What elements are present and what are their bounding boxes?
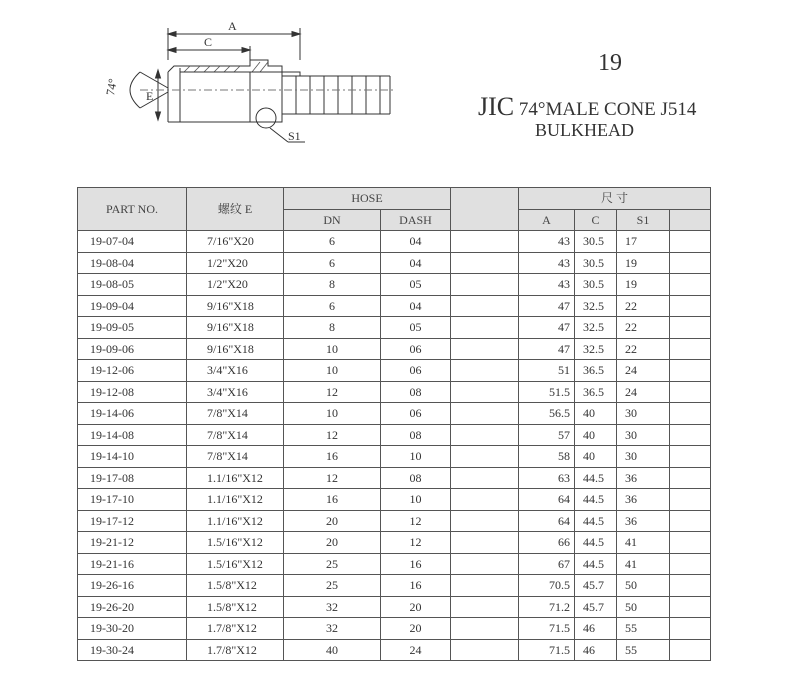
- cell-dn: 20: [284, 510, 381, 532]
- cell-s1: 19: [617, 274, 670, 296]
- cell-blank: [451, 403, 519, 425]
- cell-dash: 08: [381, 424, 451, 446]
- header-a: A: [519, 209, 575, 231]
- table-row: [78, 295, 711, 317]
- cell-extra: [670, 381, 711, 403]
- cell-part-no: 19-17-10: [78, 489, 187, 511]
- cell-part-no: 19-14-08: [78, 424, 187, 446]
- table-row: [78, 274, 711, 296]
- cell-s1: 30: [617, 424, 670, 446]
- cell-c: 36.5: [575, 381, 617, 403]
- cell-dn: 8: [284, 317, 381, 339]
- cell-s1: 22: [617, 317, 670, 339]
- cell-c: 32.5: [575, 317, 617, 339]
- cell-c: 46: [575, 618, 617, 640]
- angle-leg-bottom: [140, 92, 168, 108]
- cell-thread: 7/16"X20: [187, 231, 284, 253]
- cell-blank: [451, 360, 519, 382]
- label-e: E: [146, 89, 154, 103]
- cell-thread: 1/2"X20: [187, 274, 284, 296]
- cell-c: 45.7: [575, 575, 617, 597]
- cell-part-no: 19-09-06: [78, 338, 187, 360]
- cell-s1: 55: [617, 639, 670, 661]
- cell-dn: 10: [284, 338, 381, 360]
- cell-part-no: 19-07-04: [78, 231, 187, 253]
- cell-dn: 6: [284, 231, 381, 253]
- cell-dn: 12: [284, 424, 381, 446]
- cell-thread: 1/2"X20: [187, 252, 284, 274]
- cell-dash: 04: [381, 252, 451, 274]
- cell-dn: 8: [284, 274, 381, 296]
- cell-c: 44.5: [575, 489, 617, 511]
- cell-s1: 24: [617, 360, 670, 382]
- cell-a: 47: [519, 317, 575, 339]
- cell-a: 64: [519, 489, 575, 511]
- cell-thread: 7/8"X14: [187, 403, 284, 425]
- cell-a: 64: [519, 510, 575, 532]
- barbs: [296, 76, 380, 114]
- cell-dn: 32: [284, 596, 381, 618]
- cell-s1: 55: [617, 618, 670, 640]
- cell-a: 47: [519, 338, 575, 360]
- arrow-e-top: [156, 70, 161, 78]
- cell-blank: [451, 575, 519, 597]
- cell-s1: 17: [617, 231, 670, 253]
- cell-extra: [670, 532, 711, 554]
- cell-dn: 32: [284, 618, 381, 640]
- cell-dn: 40: [284, 639, 381, 661]
- cell-c: 30.5: [575, 252, 617, 274]
- cell-c: 44.5: [575, 510, 617, 532]
- cell-extra: [670, 553, 711, 575]
- title-rest: 74°MALE CONE J514: [514, 99, 697, 120]
- arrow-a-right: [292, 32, 300, 37]
- cell-extra: [670, 274, 711, 296]
- cell-a: 67: [519, 553, 575, 575]
- cell-blank: [451, 274, 519, 296]
- cell-blank: [451, 424, 519, 446]
- cell-dn: 12: [284, 467, 381, 489]
- cell-dash: 10: [381, 489, 451, 511]
- cell-a: 58: [519, 446, 575, 468]
- cell-extra: [670, 446, 711, 468]
- cell-dash: 06: [381, 360, 451, 382]
- cell-blank: [451, 231, 519, 253]
- cell-extra: [670, 360, 711, 382]
- cell-part-no: 19-08-05: [78, 274, 187, 296]
- cell-c: 32.5: [575, 338, 617, 360]
- cell-part-no: 19-12-06: [78, 360, 187, 382]
- header-s1: S1: [617, 209, 670, 231]
- table-row: [78, 446, 711, 468]
- cell-dn: 20: [284, 532, 381, 554]
- cell-s1: 36: [617, 467, 670, 489]
- header-dn: DN: [284, 209, 381, 231]
- cell-c: 40: [575, 403, 617, 425]
- cell-thread: 9/16"X18: [187, 317, 284, 339]
- cell-c: 40: [575, 446, 617, 468]
- cell-c: 30.5: [575, 231, 617, 253]
- cell-a: 71.5: [519, 618, 575, 640]
- cell-dash: 16: [381, 553, 451, 575]
- cell-extra: [670, 489, 711, 511]
- label-s1: S1: [288, 129, 301, 143]
- fitting-drawing: [100, 10, 400, 160]
- cell-part-no: 19-30-24: [78, 639, 187, 661]
- table-row: [78, 618, 711, 640]
- cell-a: 43: [519, 231, 575, 253]
- cell-dash: 04: [381, 295, 451, 317]
- cell-part-no: 19-26-20: [78, 596, 187, 618]
- cell-s1: 41: [617, 532, 670, 554]
- cell-blank: [451, 338, 519, 360]
- cell-thread: 1.7/8"X12: [187, 618, 284, 640]
- cell-blank: [451, 467, 519, 489]
- angle-arc: [130, 72, 140, 108]
- title-prefix: JIC: [478, 92, 515, 121]
- cell-thread: 9/16"X18: [187, 338, 284, 360]
- cell-s1: 36: [617, 510, 670, 532]
- cell-blank: [451, 252, 519, 274]
- cell-extra: [670, 618, 711, 640]
- cell-part-no: 19-09-05: [78, 317, 187, 339]
- cell-dn: 16: [284, 489, 381, 511]
- cell-blank: [451, 639, 519, 661]
- cell-blank: [451, 618, 519, 640]
- table-row: [78, 424, 711, 446]
- cell-blank: [451, 317, 519, 339]
- cell-dash: 08: [381, 381, 451, 403]
- cell-c: 30.5: [575, 274, 617, 296]
- cell-c: 36.5: [575, 360, 617, 382]
- cell-dn: 25: [284, 575, 381, 597]
- header-hose: HOSE: [284, 188, 451, 210]
- cell-a: 51.5: [519, 381, 575, 403]
- hex-profile: [256, 108, 276, 128]
- cell-s1: 36: [617, 489, 670, 511]
- cell-thread: 1.7/8"X12: [187, 639, 284, 661]
- header-part-no: PART NO.: [78, 188, 187, 231]
- cell-a: 51: [519, 360, 575, 382]
- header-thread: 螺纹 E: [187, 188, 284, 231]
- cell-thread: 1.5/16"X12: [187, 532, 284, 554]
- cell-c: 44.5: [575, 467, 617, 489]
- cell-dash: 20: [381, 618, 451, 640]
- cell-c: 46: [575, 639, 617, 661]
- cell-dash: 04: [381, 231, 451, 253]
- cell-extra: [670, 575, 711, 597]
- cell-dn: 25: [284, 553, 381, 575]
- cell-blank: [451, 532, 519, 554]
- cell-c: 44.5: [575, 532, 617, 554]
- cell-blank: [451, 446, 519, 468]
- cell-blank: [451, 596, 519, 618]
- cell-s1: 24: [617, 381, 670, 403]
- cell-c: 32.5: [575, 295, 617, 317]
- cell-part-no: 19-14-06: [78, 403, 187, 425]
- cell-a: 57: [519, 424, 575, 446]
- cell-thread: 1.1/16"X12: [187, 510, 284, 532]
- cell-part-no: 19-12-08: [78, 381, 187, 403]
- table-row: [78, 553, 711, 575]
- label-a: A: [228, 19, 237, 33]
- cell-blank: [451, 553, 519, 575]
- cell-blank: [451, 295, 519, 317]
- product-subtitle: BULKHEAD: [535, 120, 634, 140]
- cell-dn: 6: [284, 295, 381, 317]
- cell-c: 40: [575, 424, 617, 446]
- section-hatch: [184, 62, 268, 72]
- cell-dn: 12: [284, 381, 381, 403]
- table-row: [78, 575, 711, 597]
- cell-a: 43: [519, 252, 575, 274]
- product-title: [478, 92, 696, 122]
- cell-dash: 20: [381, 596, 451, 618]
- cell-part-no: 19-08-04: [78, 252, 187, 274]
- cell-thread: 7/8"X14: [187, 424, 284, 446]
- cell-s1: 30: [617, 446, 670, 468]
- table-row: [78, 532, 711, 554]
- cell-blank: [451, 489, 519, 511]
- hex-nut: [250, 72, 282, 122]
- cell-dn: 6: [284, 252, 381, 274]
- header-blank: [451, 188, 519, 231]
- table-row: [78, 639, 711, 661]
- cell-a: 43: [519, 274, 575, 296]
- cell-extra: [670, 510, 711, 532]
- cell-thread: 9/16"X18: [187, 295, 284, 317]
- header-size: 尺 寸: [519, 188, 711, 210]
- arrow-c-right: [242, 48, 250, 53]
- table-row: [78, 403, 711, 425]
- table-row: [78, 338, 711, 360]
- table-row: [78, 510, 711, 532]
- cell-extra: [670, 467, 711, 489]
- cell-dash: 16: [381, 575, 451, 597]
- cell-dash: 05: [381, 274, 451, 296]
- cell-part-no: 19-09-04: [78, 295, 187, 317]
- cell-thread: 3/4"X16: [187, 360, 284, 382]
- arrow-a-left: [168, 32, 176, 37]
- cell-extra: [670, 338, 711, 360]
- cell-s1: 30: [617, 403, 670, 425]
- cell-a: 71.5: [519, 639, 575, 661]
- cell-thread: 1.1/16"X12: [187, 489, 284, 511]
- cell-extra: [670, 231, 711, 253]
- cell-dash: 10: [381, 446, 451, 468]
- header-extra: [670, 209, 711, 231]
- cell-s1: 41: [617, 553, 670, 575]
- cell-part-no: 19-21-12: [78, 532, 187, 554]
- cell-a: 47: [519, 295, 575, 317]
- label-angle: 74°: [103, 77, 120, 97]
- cell-thread: 1.5/8"X12: [187, 575, 284, 597]
- cell-extra: [670, 639, 711, 661]
- cell-a: 70.5: [519, 575, 575, 597]
- cell-dn: 10: [284, 403, 381, 425]
- cell-part-no: 19-14-10: [78, 446, 187, 468]
- cell-part-no: 19-17-12: [78, 510, 187, 532]
- cell-thread: 1.1/16"X12: [187, 467, 284, 489]
- cell-extra: [670, 403, 711, 425]
- cell-dash: 12: [381, 532, 451, 554]
- label-c: C: [204, 35, 213, 49]
- cell-part-no: 19-26-16: [78, 575, 187, 597]
- cell-extra: [670, 596, 711, 618]
- table-row: [78, 596, 711, 618]
- cell-blank: [451, 510, 519, 532]
- cell-part-no: 19-30-20: [78, 618, 187, 640]
- cell-extra: [670, 295, 711, 317]
- cell-s1: 22: [617, 338, 670, 360]
- cell-dn: 16: [284, 446, 381, 468]
- table-row: [78, 467, 711, 489]
- spec-rows: [78, 231, 711, 661]
- cell-part-no: 19-17-08: [78, 467, 187, 489]
- catalog-number: 19: [598, 50, 622, 76]
- cell-c: 45.7: [575, 596, 617, 618]
- cell-thread: 1.5/8"X12: [187, 596, 284, 618]
- cell-part-no: 19-21-16: [78, 553, 187, 575]
- spec-table: [77, 187, 711, 661]
- table-row: [78, 360, 711, 382]
- angle-leg-top: [140, 72, 168, 88]
- cell-a: 71.2: [519, 596, 575, 618]
- cell-blank: [451, 381, 519, 403]
- cell-extra: [670, 424, 711, 446]
- arrow-c-left: [168, 48, 176, 53]
- cell-dash: 06: [381, 403, 451, 425]
- table-row: [78, 252, 711, 274]
- cell-thread: 3/4"X16: [187, 381, 284, 403]
- cell-s1: 19: [617, 252, 670, 274]
- cell-thread: 7/8"X14: [187, 446, 284, 468]
- cell-dash: 05: [381, 317, 451, 339]
- table-row: [78, 317, 711, 339]
- cell-dash: 12: [381, 510, 451, 532]
- cell-s1: 50: [617, 596, 670, 618]
- cell-a: 66: [519, 532, 575, 554]
- arrow-e-bottom: [156, 112, 161, 120]
- cell-extra: [670, 317, 711, 339]
- header-c: C: [575, 209, 617, 231]
- cell-thread: 1.5/16"X12: [187, 553, 284, 575]
- cell-dn: 10: [284, 360, 381, 382]
- table-row: [78, 489, 711, 511]
- cell-dash: 06: [381, 338, 451, 360]
- s1-leader: [270, 128, 288, 142]
- cell-extra: [670, 252, 711, 274]
- cell-a: 56.5: [519, 403, 575, 425]
- table-row: [78, 231, 711, 253]
- cell-dash: 08: [381, 467, 451, 489]
- header-dash: DASH: [381, 209, 451, 231]
- cell-dash: 24: [381, 639, 451, 661]
- cell-a: 63: [519, 467, 575, 489]
- table-row: [78, 381, 711, 403]
- cell-s1: 22: [617, 295, 670, 317]
- cell-c: 44.5: [575, 553, 617, 575]
- cell-s1: 50: [617, 575, 670, 597]
